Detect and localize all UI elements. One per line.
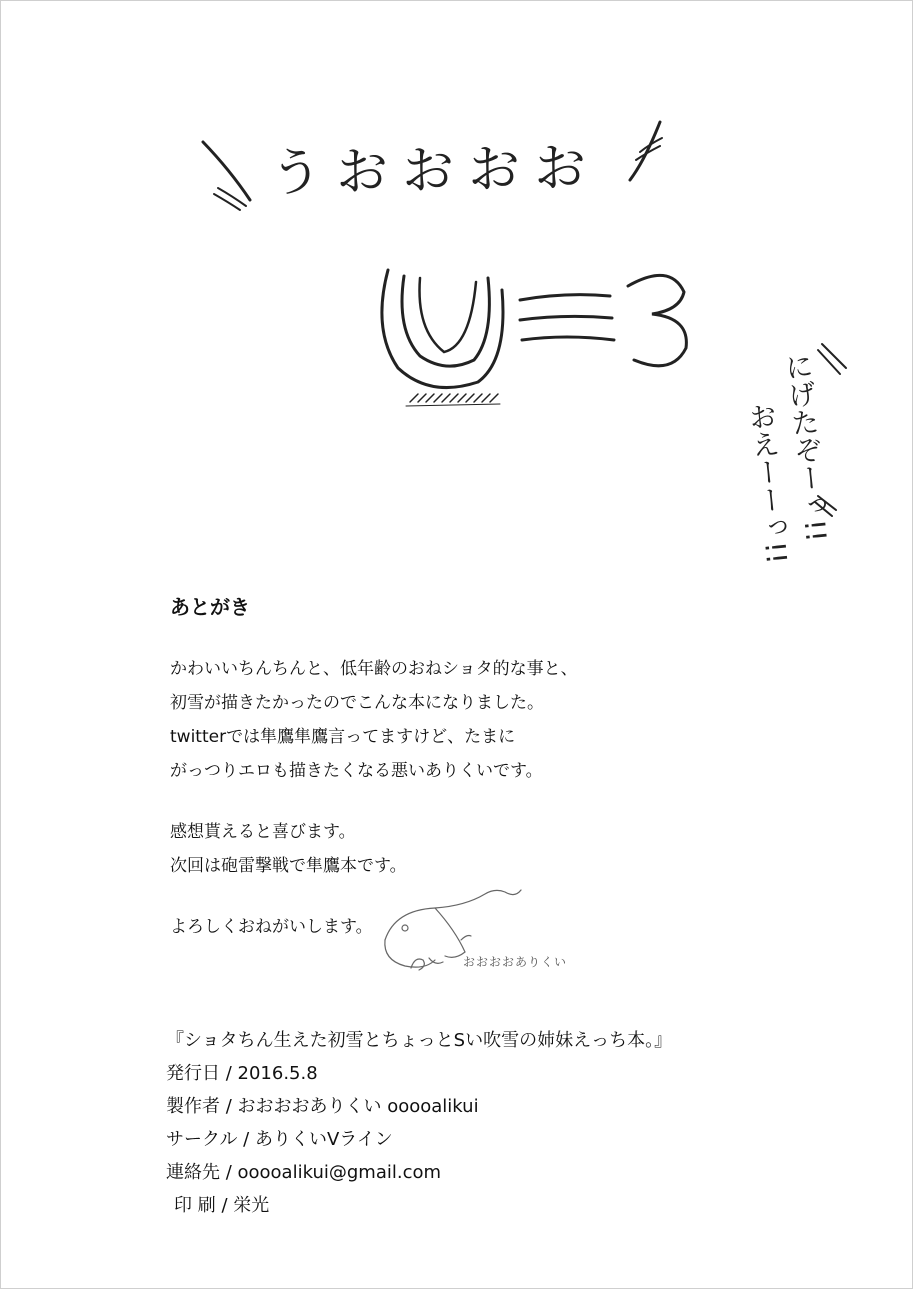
speed-line-side-1 xyxy=(818,350,840,374)
speed-line-side-2 xyxy=(822,344,846,368)
contact-line: 連絡先 / ooooalikui@gmail.com xyxy=(166,1162,442,1183)
printer-line: 印 刷 / 栄光 xyxy=(174,1195,270,1216)
shout-text: うおおおお xyxy=(269,138,601,204)
signature-text: おおおおありくい xyxy=(463,955,568,969)
afterword-paragraph-1 xyxy=(170,652,578,788)
text-line: かわいいちんちんと、低年齢のおねショタ的な事と、 xyxy=(170,659,578,679)
dash-line-1 xyxy=(520,295,610,300)
circle-line: サークル / ありくいVライン xyxy=(166,1129,393,1150)
afterword-paragraph-2 xyxy=(170,815,407,883)
afterword-heading: あとがき xyxy=(170,595,250,619)
speed-line-left-1 xyxy=(203,142,250,200)
author-line: 製作者 / おおおおありくい ooooalikui xyxy=(166,1096,479,1117)
text-line: よろしくおねがいします。 xyxy=(170,917,373,937)
face-mouth xyxy=(420,278,477,352)
speed-line-right-1 xyxy=(630,122,660,180)
text-line: 初雪が描きたかったのでこんな本になりました。 xyxy=(170,693,544,713)
afterword-paragraph-3 xyxy=(170,910,373,944)
side-shout-1: にげたぞーっ!! xyxy=(779,350,833,544)
text-line: 次回は砲雷撃戦で隼鷹本です。 xyxy=(170,856,407,876)
face-outer xyxy=(382,270,503,388)
publish-date: 発行日 / 2016.5.8 xyxy=(166,1063,318,1084)
squiggle-3 xyxy=(628,275,686,365)
text-line: 感想貰えると喜びます。 xyxy=(170,822,356,842)
side-shout-2: おえーーっ!! xyxy=(743,400,794,566)
book-title: 『ショタちん生えた初雪とちょっとSい吹雪の姉妹えっち本。』 xyxy=(166,1030,673,1051)
speed-line-left-3 xyxy=(214,194,240,210)
colophon xyxy=(166,1024,672,1222)
text-line: twitterでは隼鷹隼鷹言ってますけど、たまに xyxy=(170,727,516,747)
dash-line-2 xyxy=(520,316,612,320)
text-line: がっつりエロも描きたくなる悪いありくいです。 xyxy=(170,761,543,781)
dash-line-3 xyxy=(522,337,614,340)
